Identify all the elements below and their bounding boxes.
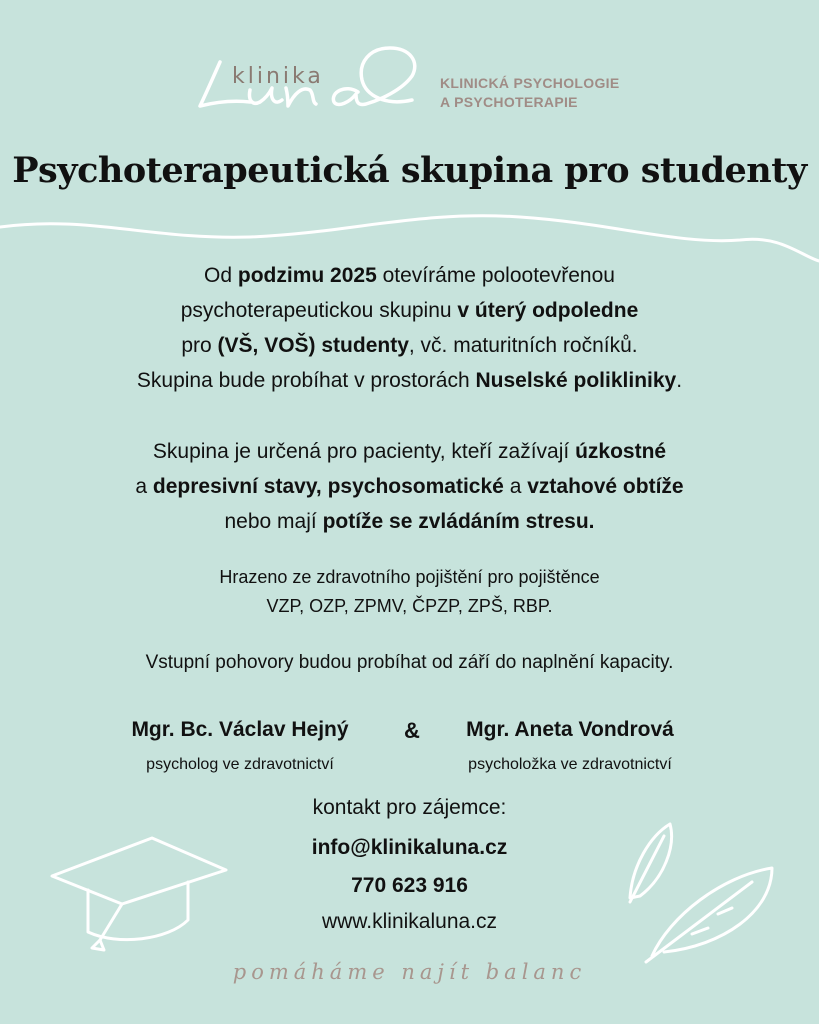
contact-website[interactable]: www.klinikaluna.cz [321,910,498,933]
target-paragraph [0,434,819,539]
page-title: Psychoterapeutická skupina pro studenty [12,150,807,191]
target-line-3: nebo mají potíže se zvládáním stresu. [224,510,595,533]
tagline-line-2: A PSYCHOTERAPIE [440,94,578,110]
interviews-note: Vstupní pohovory budou probíhat od září do naplnění kapacity. [145,652,674,673]
intro-line-4: Skupina bude probíhat v prostorách Nuselské polikliniky. [136,369,683,392]
person-role: psycholog ve zdravotnictví [146,756,334,773]
person-role: psycholožka ve zdravotnictví [468,756,672,773]
target-line-1: Skupina je určená pro pacienty, kteří zažívají úzkostné [152,440,667,463]
contact-heading: kontakt pro zájemce: [312,796,507,819]
insurance-line-2: VZP, OZP, ZPMV, ČPZP, ZPŠ, RBP. [266,596,553,616]
feather-icon [622,816,792,966]
graduation-cap-icon [48,820,238,960]
intro-line-2: psychoterapeutickou skupinu v úterý odpoledne [180,299,639,322]
intro-line-3: pro (VŠ, VOŠ) studenty, vč. maturitních ročníků. [181,334,638,357]
target-line-2: a depresivní stavy, psychosomatické a vztahové obtíže [135,475,684,498]
tagline-line-1: KLINICKÁ PSYCHOLOGIE [440,75,620,91]
person-name: Mgr. Bc. Václav Hejný [131,718,349,741]
contact-email[interactable]: info@klinikaluna.cz [311,836,508,859]
person-hejny [100,718,380,774]
intro-line-1: Od podzimu 2025 otevíráme polootevřenou [204,264,615,287]
insurance-line-1: Hrazeno ze zdravotního pojištění pro pojištěnce [219,567,600,587]
brand-small-text: klinika [232,64,324,89]
motto: pomáháme najít balanc [232,960,587,984]
person-name: Mgr. Aneta Vondrová [466,718,674,741]
wave-divider [0,205,819,265]
ampersand: & [404,718,420,743]
contact-phone[interactable]: 770 623 916 [351,874,468,897]
intro-paragraph [0,258,819,398]
insurance-info [0,563,819,621]
brand-tagline [440,74,619,112]
person-vondrova [440,718,700,774]
